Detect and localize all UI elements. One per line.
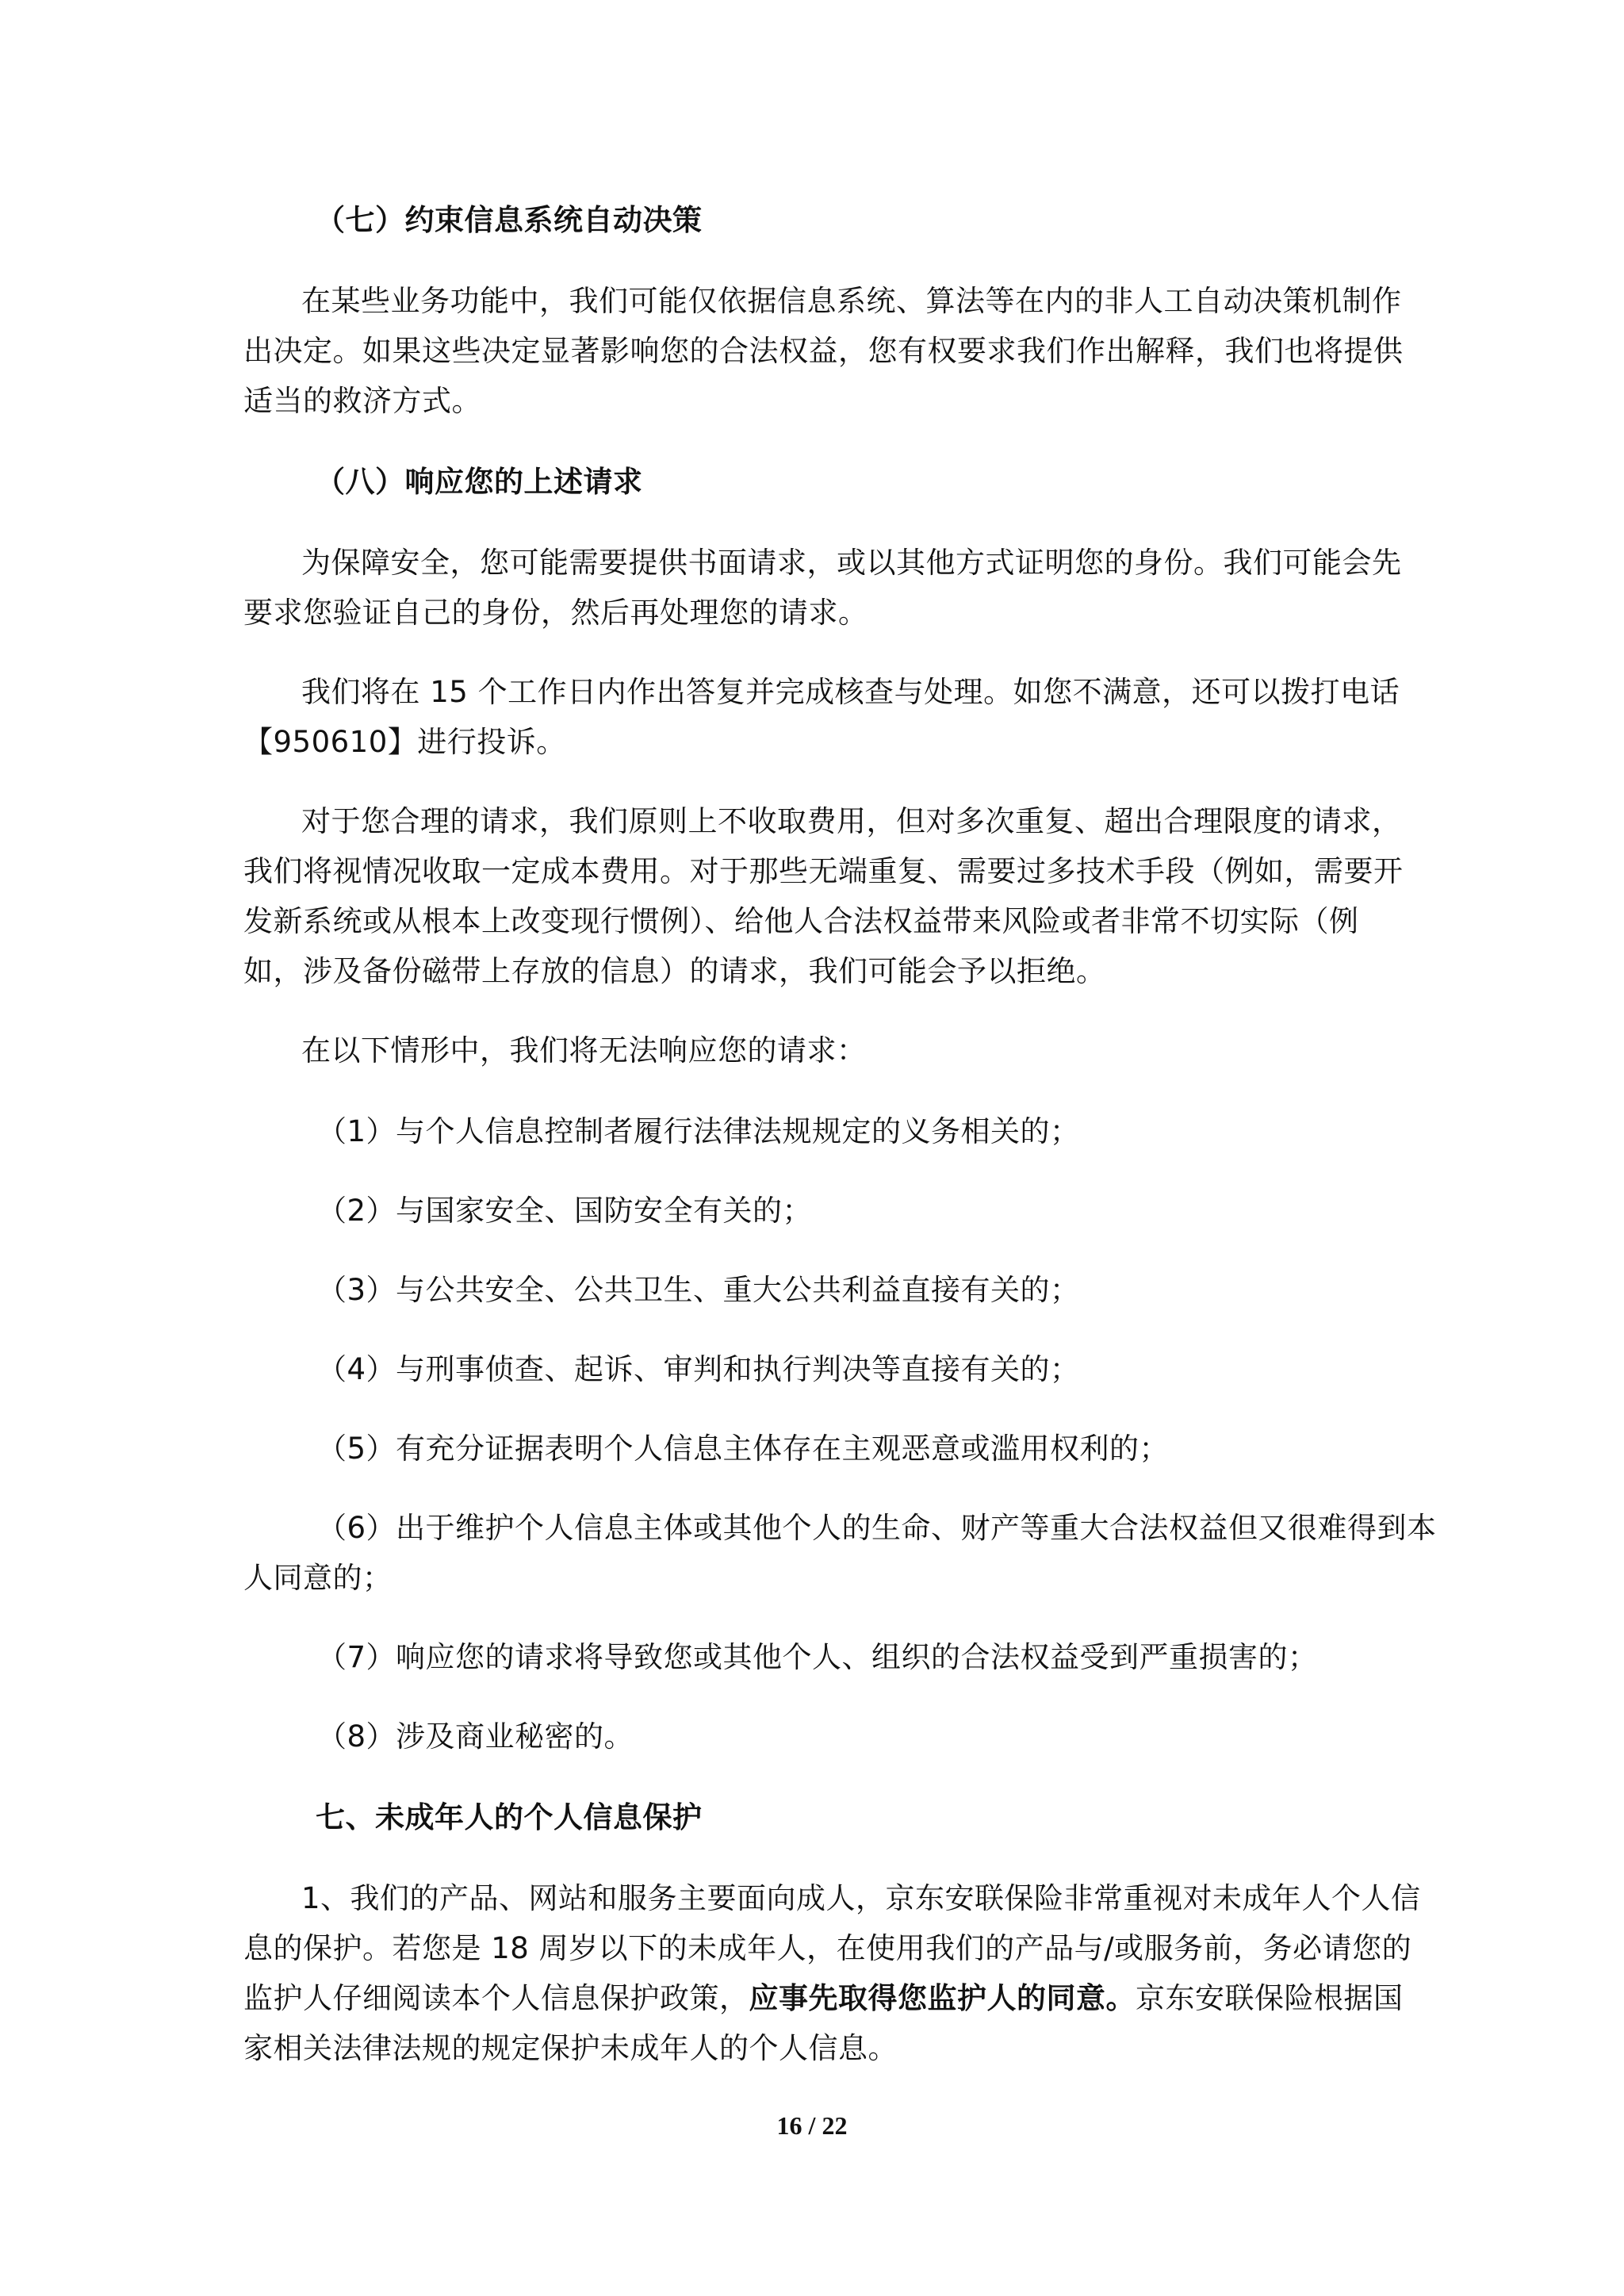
list-item-continuation: 人同意的； [243, 1561, 393, 1595]
paragraph-line: 我们将视情况收取一定成本费用。对于那些无端重复、需要过多技术手段（例如，需要开 [243, 854, 1404, 888]
paragraph-line: 如，涉及备份磁带上存放的信息）的请求，我们可能会予以拒绝。 [243, 954, 1106, 988]
emphasis-text: 应事先取得您监护人的同意。 [749, 1981, 1136, 2015]
list-item: （7）响应您的请求将导致您或其他个人、组织的合法权益受到严重损害的； [317, 1640, 1318, 1674]
list-item: （5）有充分证据表明个人信息主体存在主观恶意或滥用权利的； [317, 1432, 1170, 1466]
list-item: （3）与公共安全、公共卫生、重大公共利益直接有关的； [317, 1273, 1080, 1307]
chapter-7-heading: 七、未成年人的个人信息保护 [316, 1800, 703, 1834]
paragraph-line: 发新系统或从根本上改变现行惯例）、给他人合法权益带来风险或者非常不切实际（例 [243, 904, 1359, 938]
list-item: （8）涉及商业秘密的。 [317, 1719, 634, 1754]
paragraph-line: 家相关法律法规的规定保护未成年人的个人信息。 [243, 2031, 898, 2065]
list-item: （6）出于维护个人信息主体或其他个人的生命、财产等重大合法权益但又很难得到本 [317, 1511, 1437, 1545]
section-8-heading: （八）响应您的上述请求 [316, 465, 643, 499]
paragraph-line: 我们将在 15 个工作日内作出答复并完成核查与处理。如您不满意，还可以拨打电话 [301, 675, 1400, 709]
paragraph-line: 息的保护。若您是 18 周岁以下的未成年人，在使用我们的产品与/或服务前，务必请您的 [243, 1931, 1412, 1965]
paragraph-text: 京东安联保险根据国 [1136, 1981, 1404, 2015]
paragraph-line: 在某些业务功能中，我们可能仅依据信息系统、算法等在内的非人工自动决策机制作 [301, 284, 1402, 318]
paragraph-line: 【950610】进行投诉。 [243, 725, 566, 759]
paragraph-line: 要求您验证自己的身份，然后再处理您的请求。 [243, 596, 868, 630]
list-item: （1）与个人信息控制者履行法律法规规定的义务相关的； [317, 1114, 1080, 1148]
list-item: （4）与刑事侦查、起诉、审判和执行判决等直接有关的； [317, 1352, 1080, 1386]
list-item: （2）与国家安全、国防安全有关的； [317, 1194, 813, 1228]
paragraph-line-mixed [243, 1975, 1404, 2022]
page-number: 16 / 22 [776, 2111, 848, 2140]
section-7-heading: （七）约束信息系统自动决策 [316, 203, 703, 237]
paragraph-line: 出决定。如果这些决定显著影响您的合法权益，您有权要求我们作出解释，我们也将提供 [243, 334, 1404, 368]
paragraph-line: 对于您合理的请求，我们原则上不收取费用，但对多次重复、超出合理限度的请求， [301, 804, 1402, 838]
paragraph-line: 在以下情形中，我们将无法响应您的请求： [301, 1033, 867, 1068]
paragraph-line: 1、我们的产品、网站和服务主要面向成人，京东安联保险非常重视对未成年人个人信 [301, 1881, 1421, 1915]
paragraph-line: 为保障安全，您可能需要提供书面请求，或以其他方式证明您的身份。我们可能会先 [301, 546, 1402, 580]
paragraph-text: 监护人仔细阅读本个人信息保护政策， [243, 1981, 749, 2015]
paragraph-line: 适当的救济方式。 [243, 384, 481, 418]
